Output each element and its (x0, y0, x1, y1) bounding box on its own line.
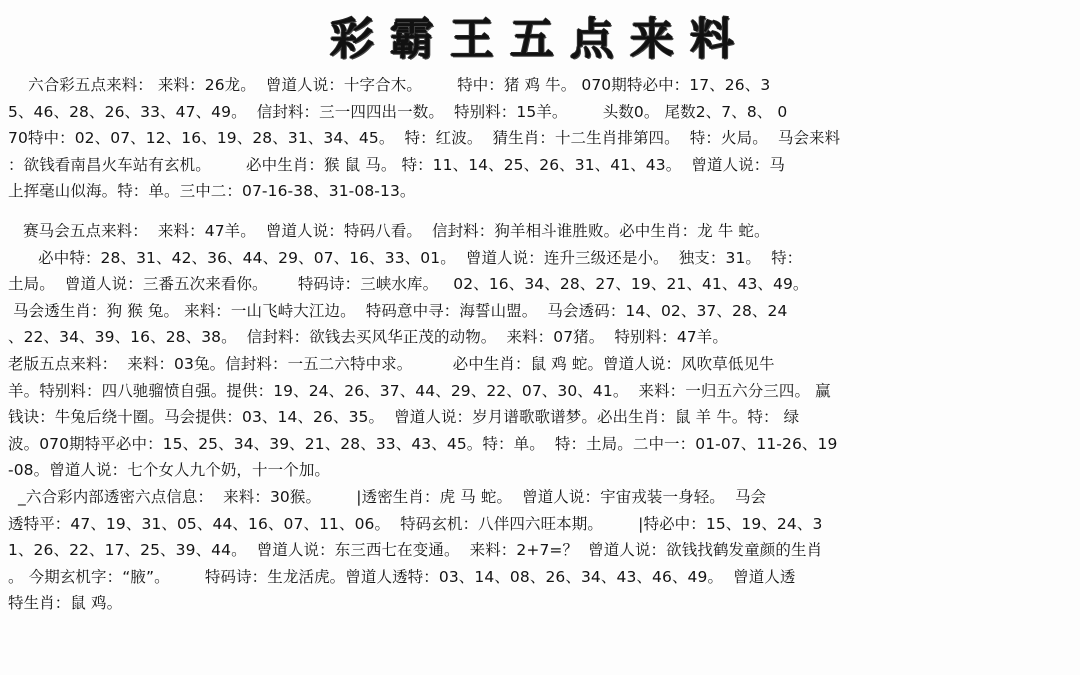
text-line: _六合彩内部透密六点信息： 来料：30猴。 |透密生肖：虎 马 蛇。 曾道人说：宇宙戎装一身轻。 马会 (8, 487, 767, 506)
text-line: 透特平：47、19、31、05、44、16、07、11、06。 特码玄机：八伴四六旺本期。 |特必中：15、19、24、3 (8, 514, 823, 533)
text-line: 、22、34、39、16、28、38。 信封料：欲钱去买风华正茂的动物。 来料：07猪。 特别料：47羊。 (8, 328, 728, 347)
text-line: 赛马会五点来料： 来料：47羊。 曾道人说：特码八看。 信封料：狗羊相斗谁胜败。必中生肖：龙 牛 蛇。 (8, 221, 770, 240)
text-line: 上挥毫山似海。特：单。三中二：07-16-38、31-08-13。 (8, 182, 416, 201)
text-line: 钱诀：牛兔后绕十圈。马会提供：03、14、26、35。 曾道人说：岁月谱歌歌谱梦。必出生肖：鼠 羊 牛。特： 绿 (8, 408, 800, 427)
text-line: 土局。 曾道人说：三番五次来看你。 特码诗：三峡水库。 02、16、34、28、27、19、21、41、43、49。 (8, 275, 809, 294)
text-line: 特生肖：鼠 鸡。 (8, 594, 123, 613)
text-line: -08。曾道人说：七个女人九个奶，十一个加。 (8, 461, 331, 480)
text-line: 波。070期特平必中：15、25、34、39、21、28、33、43、45。特：单。 特：土局。二中一：01-07、11-26、19 (8, 434, 838, 453)
text-line: 1、26、22、17、25、39、44。 曾道人说：东三西七在变通。 来料：2+7=？ 曾道人说：欲钱找鹤发童颜的生肖 (8, 541, 823, 560)
text-line: 。 今期玄机字：“腋”。 特码诗：生龙活虎。曾道人透特：03、14、08、26、34、43、46、49。 曾道人透 (8, 567, 796, 586)
text-line: 70特中：02、07、12、16、19、28、31、34、45。 特：红波。 猜生肖：十二生肖排第四。 特：火局。 马会来料 (8, 129, 841, 148)
blank-line (8, 205, 1072, 218)
text-line: 六合彩五点来料： 来料：26龙。 曾道人说：十字合木。 特中：猪 鸡 牛。 070期特必中：17、26、3 (8, 76, 771, 94)
text-line: 必中特：28、31、42、36、44、29、07、16、33、01。 曾道人说：连升三级还是小。 独支：31。 特： (8, 248, 803, 267)
text-line: ：欲钱看南昌火车站有玄机。 必中生肖：猴 鼠 马。 特：11、14、25、26、31、41、43。 曾道人说：马 (8, 155, 785, 174)
text-line: 马会透生肖：狗 猴 兔。 来料：一山飞峙大江边。 特码意中寻：海誓山盟。 马会透码：14、02、37、28、24 (8, 301, 788, 320)
text-line: 老版五点来料： 来料：03兔。信封料：一五二六特中求。 必中生肖：鼠 鸡 蛇。曾道人说：风吹草低见牛 (8, 354, 775, 373)
document-title: 彩霸王五点来料 (330, 14, 750, 65)
text-body (8, 72, 1072, 617)
text-line: 5、46、28、26、33、47、49。 信封料：三一四四出一数。 特别料：15羊。 头数0。 尾数2、7、8、 0 (8, 102, 788, 121)
text-line: 羊。特别料：四八驰骝愤自强。提供：19、24、26、37、44、29、22、07、30、41。 来料：一归五六分三四。 赢 (8, 381, 831, 400)
